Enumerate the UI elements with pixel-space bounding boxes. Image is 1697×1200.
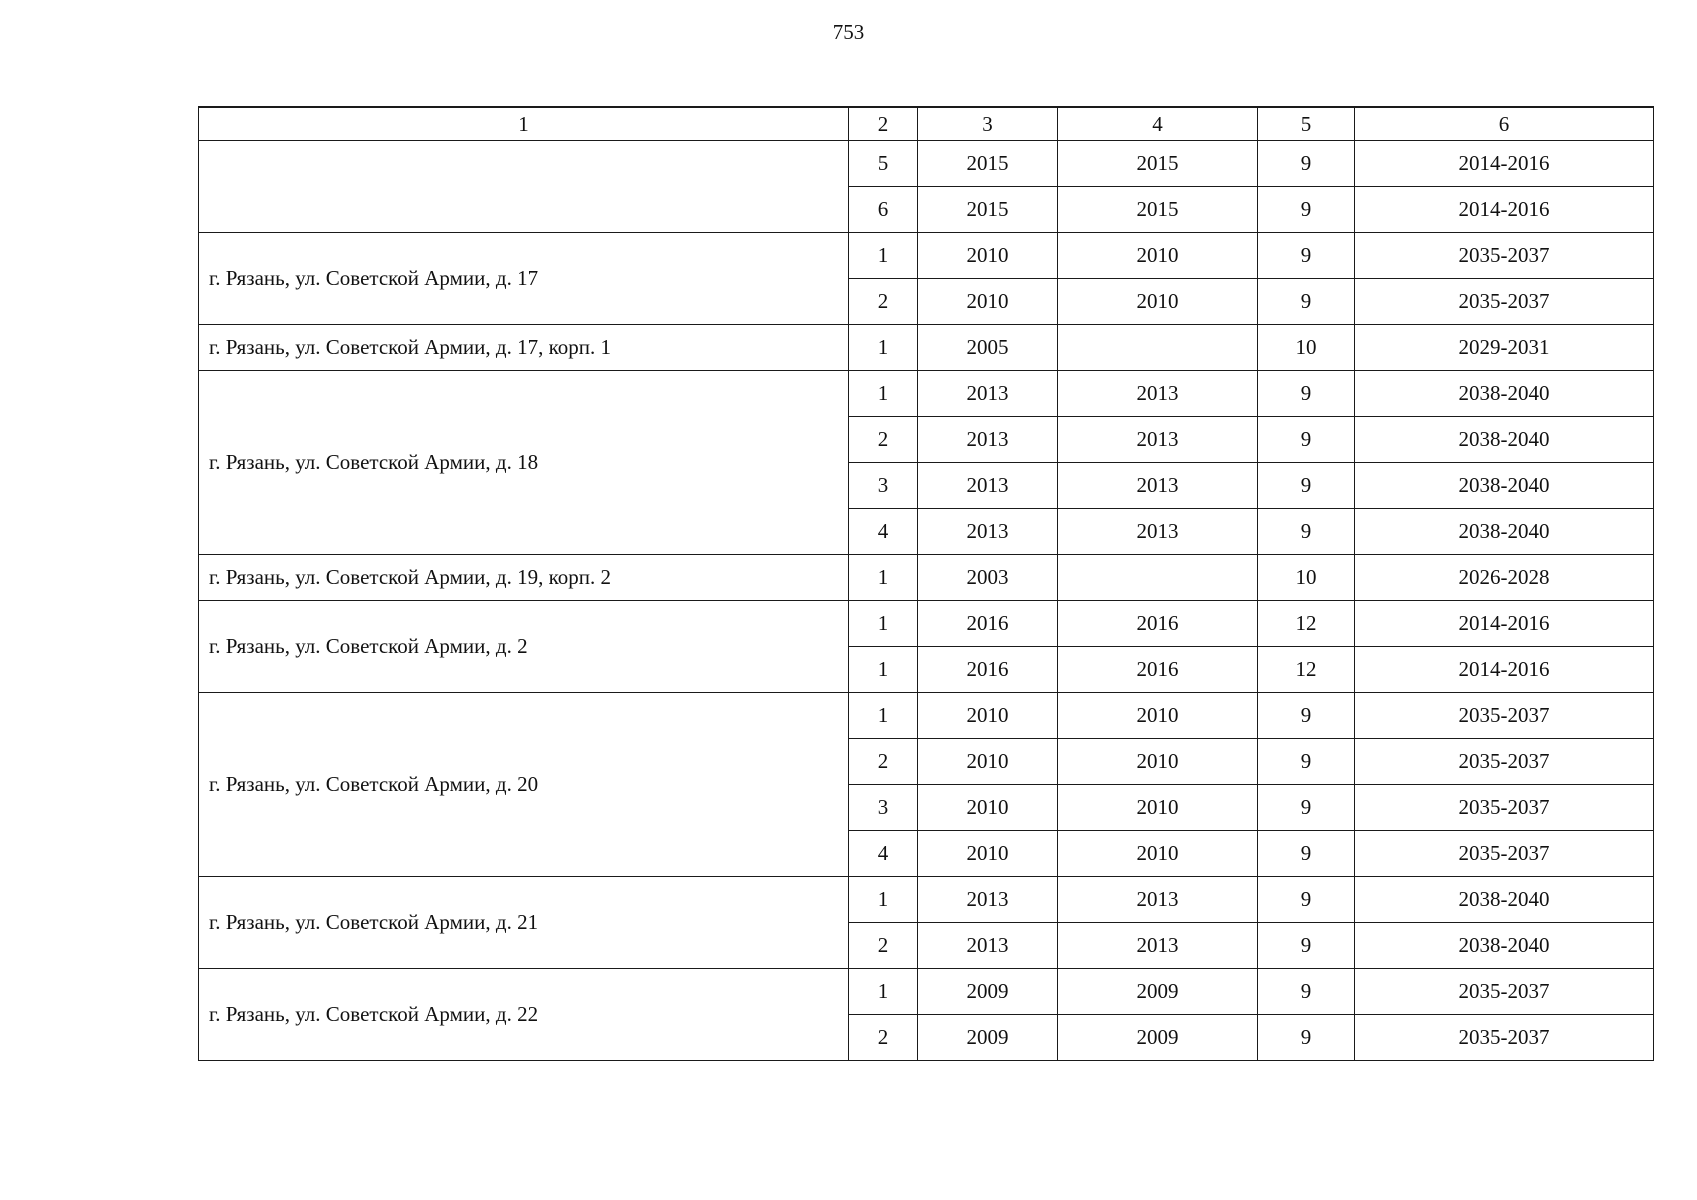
period-cell: 2035-2037 [1355, 279, 1654, 325]
year-cell: 2010 [1058, 739, 1258, 785]
table-row [199, 601, 1654, 647]
period-cell: 2035-2037 [1355, 1015, 1654, 1061]
address-cell: г. Рязань, ул. Советской Армии, д. 17, корп. 1 [199, 325, 849, 371]
period-cell: 2038-2040 [1355, 923, 1654, 969]
registry-table [198, 106, 1654, 1061]
year-cell: 2013 [918, 509, 1058, 555]
period-cell: 2014-2016 [1355, 141, 1654, 187]
address-cell: г. Рязань, ул. Советской Армии, д. 17 [199, 233, 849, 325]
address-cell: г. Рязань, ул. Советской Армии, д. 20 [199, 693, 849, 877]
entrance-cell: 1 [849, 877, 918, 923]
address-cell: г. Рязань, ул. Советской Армии, д. 18 [199, 371, 849, 555]
value-cell: 9 [1258, 233, 1355, 279]
table-row [199, 969, 1654, 1015]
period-cell: 2038-2040 [1355, 509, 1654, 555]
year-cell: 2010 [918, 831, 1058, 877]
value-cell: 9 [1258, 417, 1355, 463]
year-cell: 2009 [1058, 1015, 1258, 1061]
year-cell: 2013 [918, 877, 1058, 923]
year-cell: 2010 [918, 693, 1058, 739]
entrance-cell: 2 [849, 279, 918, 325]
year-cell: 2010 [1058, 831, 1258, 877]
entrance-cell: 1 [849, 325, 918, 371]
entrance-cell: 1 [849, 693, 918, 739]
period-cell: 2014-2016 [1355, 601, 1654, 647]
value-cell: 9 [1258, 463, 1355, 509]
registry-table-body [199, 107, 1654, 1061]
year-cell: 2009 [918, 969, 1058, 1015]
address-cell: г. Рязань, ул. Советской Армии, д. 19, корп. 2 [199, 555, 849, 601]
year-cell: 2013 [918, 371, 1058, 417]
year-cell: 2013 [1058, 417, 1258, 463]
period-cell: 2014-2016 [1355, 647, 1654, 693]
column-header: 4 [1058, 107, 1258, 141]
period-cell: 2026-2028 [1355, 555, 1654, 601]
value-cell: 12 [1258, 601, 1355, 647]
year-cell: 2013 [1058, 877, 1258, 923]
period-cell: 2035-2037 [1355, 969, 1654, 1015]
year-cell: 2013 [918, 923, 1058, 969]
entrance-cell: 4 [849, 509, 918, 555]
year-cell: 2013 [918, 417, 1058, 463]
year-cell: 2015 [918, 187, 1058, 233]
entrance-cell: 3 [849, 785, 918, 831]
year-cell: 2016 [918, 647, 1058, 693]
period-cell: 2035-2037 [1355, 693, 1654, 739]
value-cell: 9 [1258, 739, 1355, 785]
year-cell: 2010 [918, 785, 1058, 831]
value-cell: 9 [1258, 831, 1355, 877]
year-cell: 2013 [1058, 923, 1258, 969]
year-cell: 2016 [1058, 647, 1258, 693]
entrance-cell: 2 [849, 417, 918, 463]
year-cell: 2013 [1058, 463, 1258, 509]
table-row [199, 141, 1654, 187]
entrance-cell: 1 [849, 555, 918, 601]
value-cell: 9 [1258, 279, 1355, 325]
period-cell: 2038-2040 [1355, 877, 1654, 923]
value-cell: 10 [1258, 555, 1355, 601]
period-cell: 2035-2037 [1355, 233, 1654, 279]
column-header: 5 [1258, 107, 1355, 141]
year-cell [1058, 555, 1258, 601]
header-row [199, 107, 1654, 141]
value-cell: 9 [1258, 1015, 1355, 1061]
period-cell: 2014-2016 [1355, 187, 1654, 233]
value-cell: 10 [1258, 325, 1355, 371]
year-cell: 2016 [1058, 601, 1258, 647]
year-cell: 2010 [1058, 233, 1258, 279]
column-header: 1 [199, 107, 849, 141]
period-cell: 2038-2040 [1355, 371, 1654, 417]
year-cell: 2010 [918, 279, 1058, 325]
value-cell: 12 [1258, 647, 1355, 693]
year-cell: 2010 [918, 233, 1058, 279]
value-cell: 9 [1258, 877, 1355, 923]
value-cell: 9 [1258, 187, 1355, 233]
year-cell [1058, 325, 1258, 371]
year-cell: 2013 [1058, 509, 1258, 555]
year-cell: 2009 [918, 1015, 1058, 1061]
year-cell: 2010 [1058, 279, 1258, 325]
address-cell: г. Рязань, ул. Советской Армии, д. 21 [199, 877, 849, 969]
entrance-cell: 1 [849, 601, 918, 647]
entrance-cell: 6 [849, 187, 918, 233]
table-row [199, 371, 1654, 417]
value-cell: 9 [1258, 785, 1355, 831]
year-cell: 2010 [1058, 693, 1258, 739]
year-cell: 2010 [918, 739, 1058, 785]
year-cell: 2010 [1058, 785, 1258, 831]
address-cell: г. Рязань, ул. Советской Армии, д. 2 [199, 601, 849, 693]
entrance-cell: 1 [849, 969, 918, 1015]
address-cell [199, 141, 849, 233]
entrance-cell: 5 [849, 141, 918, 187]
period-cell: 2035-2037 [1355, 739, 1654, 785]
year-cell: 2005 [918, 325, 1058, 371]
value-cell: 9 [1258, 509, 1355, 555]
year-cell: 2015 [1058, 187, 1258, 233]
entrance-cell: 1 [849, 233, 918, 279]
entrance-cell: 2 [849, 923, 918, 969]
value-cell: 9 [1258, 969, 1355, 1015]
year-cell: 2003 [918, 555, 1058, 601]
entrance-cell: 1 [849, 371, 918, 417]
year-cell: 2013 [1058, 371, 1258, 417]
column-header: 2 [849, 107, 918, 141]
column-header: 6 [1355, 107, 1654, 141]
table-row [199, 877, 1654, 923]
entrance-cell: 2 [849, 739, 918, 785]
entrance-cell: 3 [849, 463, 918, 509]
period-cell: 2038-2040 [1355, 417, 1654, 463]
table-row [199, 693, 1654, 739]
year-cell: 2015 [1058, 141, 1258, 187]
entrance-cell: 2 [849, 1015, 918, 1061]
value-cell: 9 [1258, 371, 1355, 417]
period-cell: 2035-2037 [1355, 831, 1654, 877]
address-cell: г. Рязань, ул. Советской Армии, д. 22 [199, 969, 849, 1061]
column-header: 3 [918, 107, 1058, 141]
period-cell: 2038-2040 [1355, 463, 1654, 509]
year-cell: 2015 [918, 141, 1058, 187]
value-cell: 9 [1258, 693, 1355, 739]
year-cell: 2009 [1058, 969, 1258, 1015]
table-row [199, 233, 1654, 279]
value-cell: 9 [1258, 141, 1355, 187]
table-row [199, 555, 1654, 601]
period-cell: 2029-2031 [1355, 325, 1654, 371]
year-cell: 2013 [918, 463, 1058, 509]
value-cell: 9 [1258, 923, 1355, 969]
page-number: 753 [832, 20, 865, 44]
year-cell: 2016 [918, 601, 1058, 647]
table-row [199, 325, 1654, 371]
entrance-cell: 1 [849, 647, 918, 693]
period-cell: 2035-2037 [1355, 785, 1654, 831]
entrance-cell: 4 [849, 831, 918, 877]
